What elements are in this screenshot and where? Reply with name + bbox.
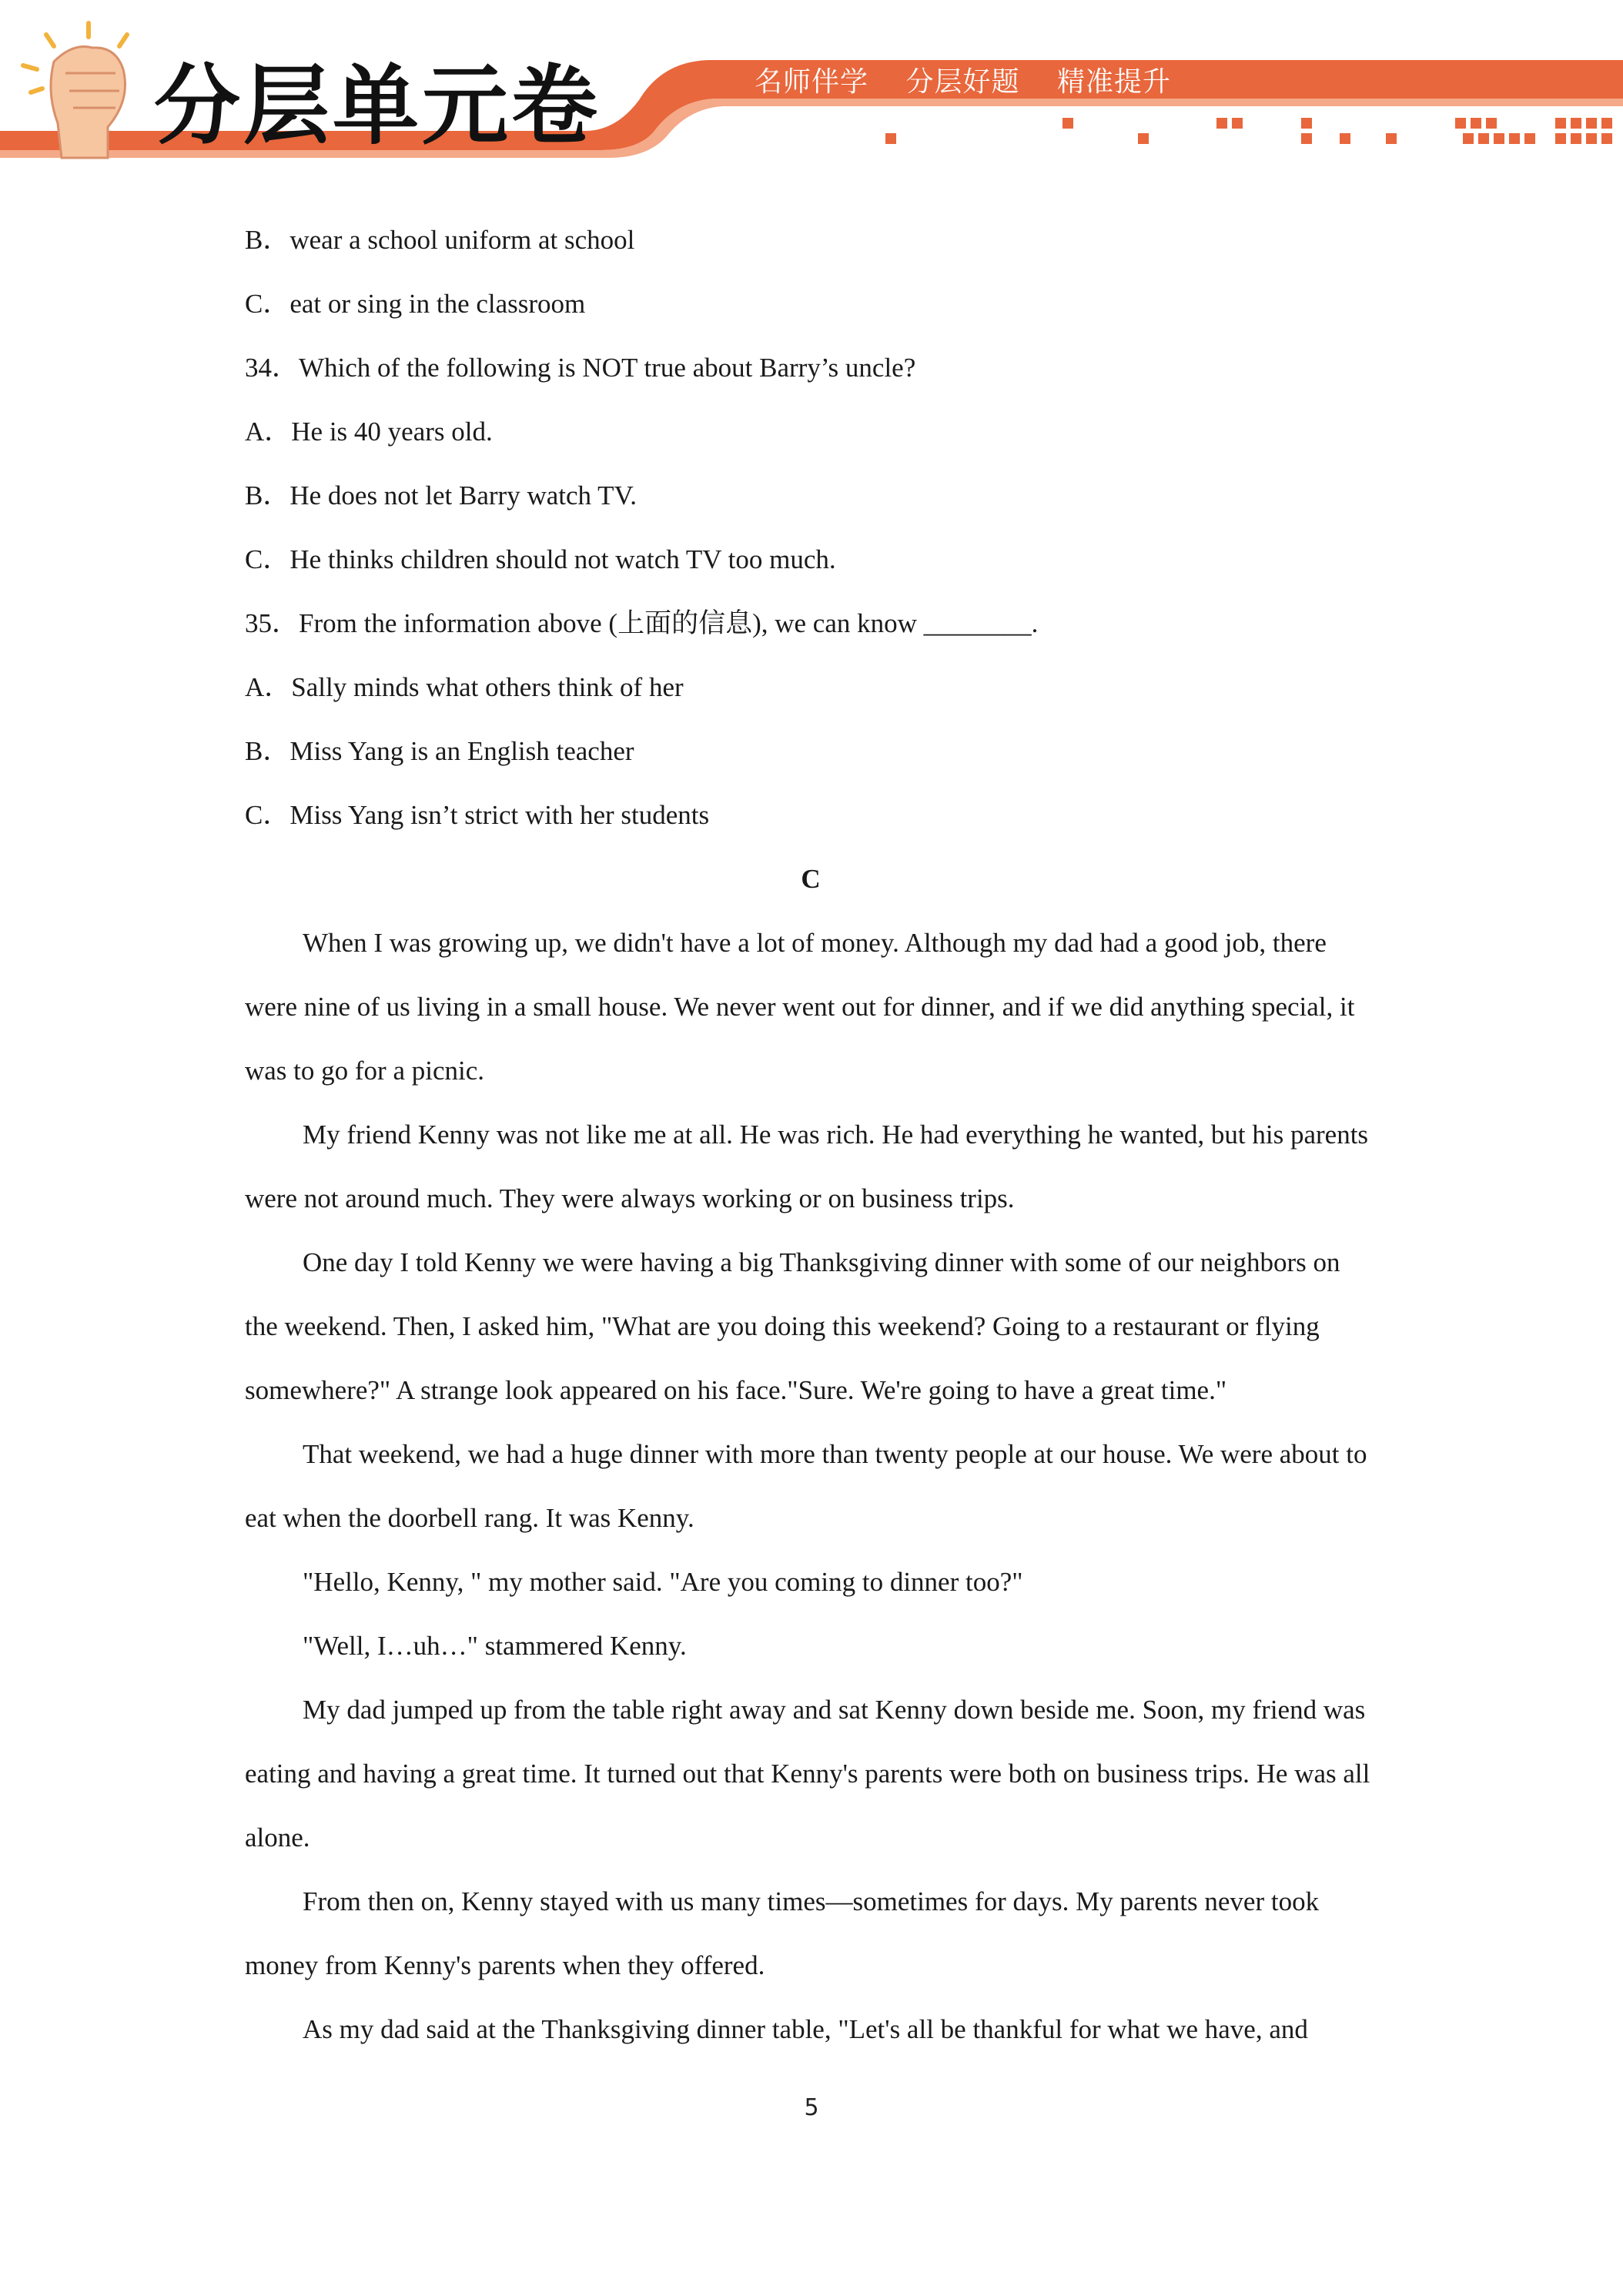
header-slogan: [755, 60, 1199, 99]
passage-paragraph: "Hello, Kenny, " my mother said. "Are you coming to dinner too?": [303, 1567, 1023, 1597]
option-line: B．wear a school uniform at school: [245, 225, 635, 255]
passage-paragraph: When I was growing up, we didn't have a lot of money. Although my dad had a good job, there were nine of us living in a small house. We never went out for dinner, and if we did anything special, it was to go for a picnic.: [245, 928, 1355, 1086]
passage-paragraph: As my dad said at the Thanksgiving dinner table, "Let's all be thankful for what we have, and: [303, 2014, 1308, 2044]
page-header: [0, 0, 1623, 166]
brand-title: 分层单元卷: [154, 56, 601, 156]
option-line: C．Miss Yang isn’t strict with her students: [245, 800, 710, 830]
option-line: A．He is 40 years old.: [245, 417, 493, 447]
question-line: 35．From the information above (上面的信息), we can know ________.: [245, 608, 1039, 638]
passage-title: C: [801, 864, 821, 894]
passage-paragraph: My friend Kenny was not like me at all. He was rich. He had everything he wanted, but his parents were not around much. They were always working or on business trips.: [245, 1120, 1369, 1213]
slogan-item: 分层好题: [905, 66, 1020, 98]
slogan-item: 精准提升: [1056, 66, 1171, 98]
passage-paragraph: "Well, I…uh…" stammered Kenny.: [303, 1631, 687, 1661]
page-content: [245, 208, 1377, 2061]
passage-paragraph: That weekend, we had a huge dinner with more than twenty people at our house. We were about to eat when the doorbell rang. It was Kenny.: [245, 1439, 1367, 1533]
option-line: A．Sally minds what others think of her: [245, 672, 684, 702]
slogan-item: 名师伴学: [755, 66, 869, 98]
question-line: 34．Which of the following is NOT true about Barry’s uncle?: [245, 353, 916, 383]
passage-paragraph: One day I told Kenny we were having a big Thanksgiving dinner with some of our neighbors on the weekend. Then, I asked him, "What are you doing this weekend? Going to a restaurant or flying somewhere?" A strange look appeared on his face."Sure. We're going to have a great time.": [245, 1247, 1340, 1405]
option-line: C．He thinks children should not watch TV too much.: [245, 544, 836, 574]
passage-paragraph: My dad jumped up from the table right away and sat Kenny down beside me. Soon, my friend was eating and having a great time. It turned out that Kenny's parents were both on business trips. He was all alone.: [245, 1695, 1370, 1853]
page-number: 5: [804, 2094, 819, 2121]
option-line: C．eat or sing in the classroom: [245, 289, 586, 319]
option-line: B．He does not let Barry watch TV.: [245, 480, 637, 510]
option-line: B．Miss Yang is an English teacher: [245, 736, 634, 766]
passage-paragraph: From then on, Kenny stayed with us many times—sometimes for days. My parents never took money from Kenny's parents when they offered.: [245, 1886, 1320, 1980]
